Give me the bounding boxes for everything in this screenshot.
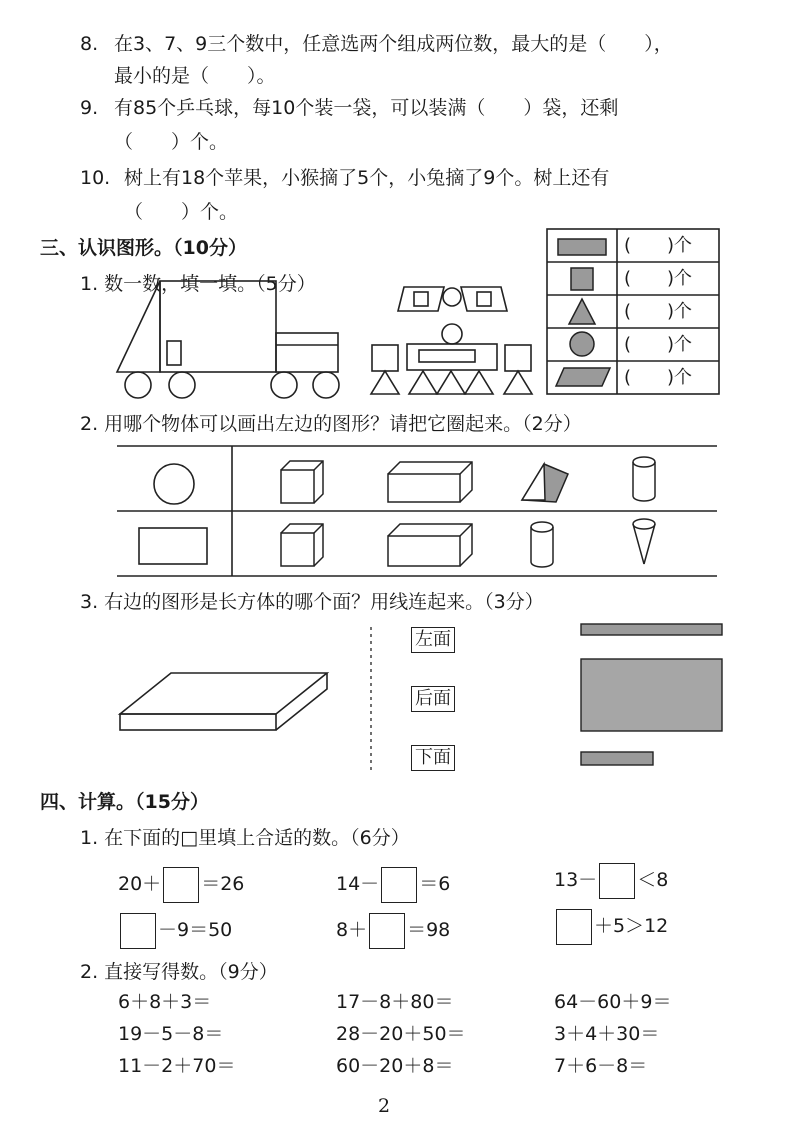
- square-icon: [571, 268, 593, 290]
- q9-line2: （ ）个。: [114, 131, 229, 153]
- q10-line2: （ ）个。: [124, 201, 239, 223]
- calc-1: 6＋8＋3＝: [118, 991, 212, 1013]
- face-large: [581, 659, 722, 731]
- q10-line1: 树上有18个苹果，小猴摘了5个，小兔摘了9个。树上还有: [124, 167, 610, 189]
- q9-number: 9.: [80, 97, 99, 119]
- triangle-icon: [569, 299, 595, 324]
- circle-target: [154, 464, 194, 504]
- cylinder-option: [633, 457, 655, 501]
- s3-q1-prompt: 1. 数一数，填一填。（5分）: [80, 273, 316, 295]
- answer-box[interactable]: [599, 863, 635, 899]
- answer-box[interactable]: [556, 909, 592, 945]
- flat-cuboid: [120, 673, 327, 730]
- count-answer-circle[interactable]: ( )个: [624, 334, 693, 355]
- triangular-prism-option: [522, 464, 568, 502]
- calc-7: 11－2＋70＝: [118, 1055, 236, 1077]
- cuboid-option: [388, 462, 472, 502]
- q8-line1: 在3、7、9三个数中，任意选两个组成两位数，最大的是（ ），: [114, 33, 673, 55]
- count-answer-rectangle[interactable]: ( )个: [624, 235, 693, 256]
- section3-title: 三、认识图形。（10分）: [40, 237, 247, 259]
- face-label-left[interactable]: 左面: [411, 627, 455, 653]
- answer-box[interactable]: [120, 913, 156, 949]
- cone-option: [633, 519, 655, 564]
- fill-item-5: 8＋ ＝98: [336, 910, 450, 950]
- calc-2: 17－8＋80＝: [336, 991, 454, 1013]
- s4-q1-prompt: 1. 在下面的□里填上合适的数。（6分）: [80, 827, 410, 849]
- count-answer-square[interactable]: ( )个: [624, 268, 693, 289]
- cube-option-2: [281, 524, 323, 566]
- rectangle-icon: [558, 239, 606, 255]
- section4-title: 四、计算。（15分）: [40, 791, 209, 813]
- calc-8: 60－20＋8＝: [336, 1055, 454, 1077]
- circle-icon: [570, 332, 594, 356]
- calc-6: 3＋4＋30＝: [554, 1023, 660, 1045]
- answer-box[interactable]: [381, 867, 417, 903]
- q8-line2: 最小的是（ ）。: [114, 65, 276, 87]
- q9-line1: 有85个乒乓球，每10个装一袋，可以装满（ ）袋，还剩: [114, 97, 619, 119]
- calc-3: 64－60＋9＝: [554, 991, 672, 1013]
- fill-item-3: 13－ ＜8: [554, 860, 668, 900]
- s3-q3-prompt: 3. 右边的图形是长方体的哪个面？用线连起来。（3分）: [80, 591, 544, 613]
- s3-q2-prompt: 2. 用哪个物体可以画出左边的图形？请把它圈起来。（2分）: [80, 413, 582, 435]
- q10-number: 10.: [80, 167, 111, 189]
- face-strip-bottom: [581, 752, 653, 765]
- face-label-bottom[interactable]: 下面: [411, 745, 455, 771]
- cube-option: [281, 461, 323, 503]
- s4-q2-prompt: 2. 直接写得数。（9分）: [80, 961, 278, 983]
- robot-figure: [371, 287, 532, 394]
- fill-item-4: －9＝50: [118, 910, 232, 950]
- calc-9: 7＋6－8＝: [554, 1055, 648, 1077]
- truck-figure: [117, 281, 339, 398]
- cylinder-option-2: [531, 522, 553, 567]
- face-label-back[interactable]: 后面: [411, 686, 455, 712]
- face-strip-top: [581, 624, 722, 635]
- answer-box[interactable]: [163, 867, 199, 903]
- fill-item-6: ＋5＞12: [554, 906, 668, 946]
- calc-4: 19－5－8＝: [118, 1023, 224, 1045]
- parallelogram-icon: [556, 368, 610, 386]
- cuboid-option-2: [388, 524, 472, 566]
- count-answer-parallelogram[interactable]: ( )个: [624, 367, 693, 388]
- fill-item-2: 14－ ＝6: [336, 864, 450, 904]
- page-number: 2: [378, 1095, 391, 1117]
- answer-box[interactable]: [369, 913, 405, 949]
- fill-item-1: 20＋ ＝26: [118, 864, 244, 904]
- calc-5: 28－20＋50＝: [336, 1023, 466, 1045]
- rectangle-target: [139, 528, 207, 564]
- count-answer-triangle[interactable]: ( )个: [624, 301, 693, 322]
- q8-number: 8.: [80, 33, 99, 55]
